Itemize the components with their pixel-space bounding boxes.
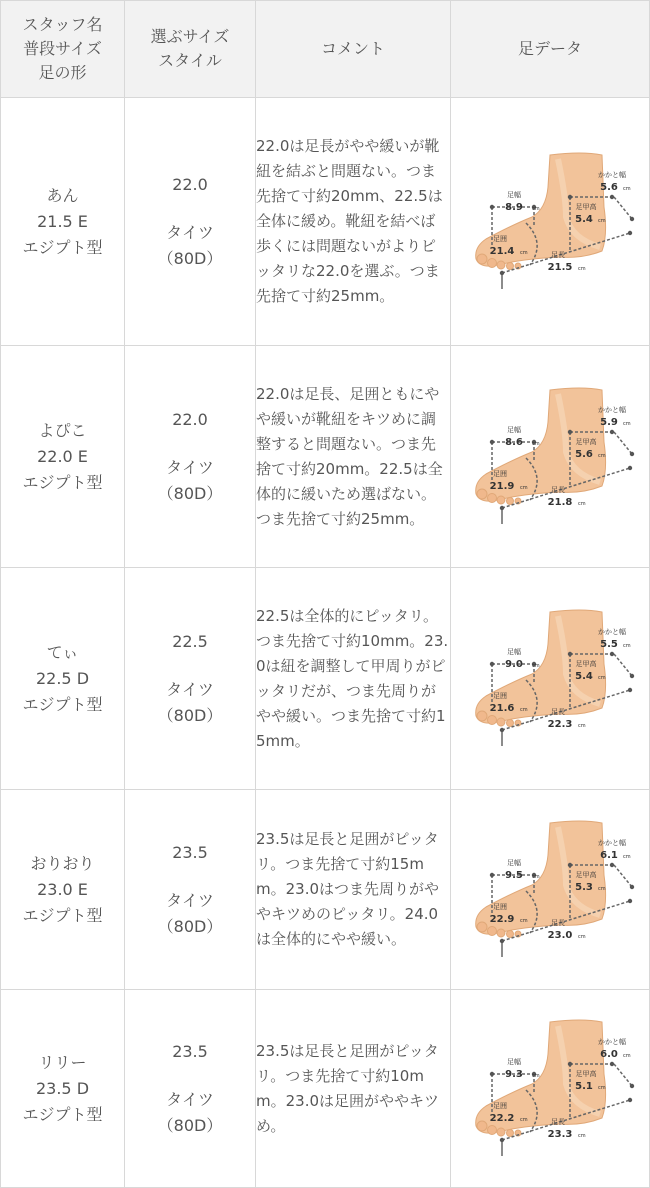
header-size (125, 1, 256, 98)
label-width: 足幅 (507, 858, 521, 867)
comment-cell (256, 790, 451, 990)
label-girth: 足囲 (493, 1101, 507, 1110)
value-length: 23.0 (547, 929, 573, 941)
usual-size: 23.0 E (37, 879, 88, 899)
header-size-line-1: 選ぶサイズ (150, 27, 230, 46)
table-row (1, 790, 650, 990)
unit-girth: cm (520, 917, 528, 924)
label-girth: 足囲 (493, 234, 507, 243)
header-staff (1, 1, 125, 98)
usual-size: 21.5 E (37, 211, 88, 231)
unit-girth: cm (520, 484, 528, 491)
foot-data-cell (451, 790, 650, 990)
label-girth: 足囲 (493, 902, 507, 911)
value-girth: 21.9 (489, 480, 515, 492)
foot-shape: エジプト型 (22, 1104, 103, 1124)
staff-name: てぃ (46, 642, 79, 662)
value-width: 9.5 (505, 869, 523, 881)
usual-size: 23.5 D (35, 1078, 90, 1098)
unit-width: cm (532, 205, 540, 212)
label-width: 足幅 (507, 647, 521, 656)
label-instep: 足甲高 (575, 870, 597, 879)
chosen-size: 23.5 (172, 842, 208, 862)
value-width: 9.0 (505, 658, 523, 670)
chosen-size: 22.5 (172, 631, 208, 651)
foot-data-cell (451, 990, 650, 1188)
comment-text: 23.5は足長と足囲がピッタリ。つま先捨て寸約15mm。23.0はつま先周りがややキツめのピッタリ。24.0は全体的にやや緩い。 (256, 830, 440, 948)
style-name: タイツ (166, 679, 214, 699)
value-width: 8.9 (505, 201, 523, 213)
value-heel: 6.1 (600, 849, 618, 861)
unit-instep: cm (598, 1084, 606, 1091)
usual-size: 22.5 D (35, 668, 90, 688)
unit-instep: cm (598, 674, 606, 681)
value-heel: 5.5 (600, 638, 618, 650)
foot-data-cell (451, 568, 650, 790)
label-heel: かかと幅 (598, 1037, 626, 1046)
unit-heel: cm (623, 420, 631, 427)
header-staff-line-2: 普段サイズ (23, 39, 102, 58)
table-row (1, 990, 650, 1188)
header-staff-line-3: 足の形 (38, 63, 87, 82)
label-heel: かかと幅 (598, 838, 626, 847)
unit-width: cm (532, 1072, 540, 1079)
unit-length: cm (578, 933, 586, 940)
style-name: タイツ (166, 1089, 214, 1109)
table-row (1, 568, 650, 790)
value-heel: 5.9 (600, 416, 618, 428)
size-cell (125, 990, 256, 1188)
style-name: タイツ (166, 222, 214, 242)
foot-diagram (462, 815, 638, 965)
comment-text: 23.5は足長と足囲がピッタリ。つま先捨て寸約10mm。23.0は足囲がややキツめ。 (256, 1041, 440, 1135)
value-girth: 22.2 (489, 1112, 515, 1124)
value-girth: 21.6 (489, 702, 515, 714)
label-length: 足長 (551, 485, 565, 494)
comment-text: 22.0は足長がやや緩いが靴紐を結ぶと問題ない。つま先捨て寸約20mm、22.5は全体に緩め。靴紐を結べば歩くには問題ないがよりピッタリな22.0を選ぶ。つま先捨て寸約25mm。 (256, 137, 443, 305)
comment-text: 22.5は全体的にピッタリ。つま先捨て寸約10mm。23.0は紐を調整して甲周りがピッタリだが、つま先周りがやや緩い。つま先捨て寸約15mm。 (256, 606, 449, 750)
unit-length: cm (578, 500, 586, 507)
unit-width: cm (532, 440, 540, 447)
style-denier: （80D） (157, 248, 223, 268)
style-name: タイツ (166, 457, 214, 477)
comment-cell (256, 346, 451, 568)
staff-cell (1, 790, 125, 990)
chosen-size: 22.0 (172, 409, 208, 429)
unit-heel: cm (623, 1052, 631, 1059)
label-width: 足幅 (507, 190, 521, 199)
header-staff-line-1: スタッフ名 (22, 15, 103, 34)
unit-instep: cm (598, 217, 606, 224)
size-cell (125, 568, 256, 790)
foot-data-cell (451, 346, 650, 568)
size-cell (125, 98, 256, 346)
unit-width: cm (532, 662, 540, 669)
label-instep: 足甲高 (575, 202, 597, 211)
label-length: 足長 (551, 1117, 565, 1126)
label-length: 足長 (551, 918, 565, 927)
value-heel: 6.0 (600, 1048, 618, 1060)
unit-heel: cm (623, 853, 631, 860)
foot-shape: エジプト型 (22, 237, 103, 257)
unit-instep: cm (598, 885, 606, 892)
style-denier: （80D） (157, 705, 223, 725)
header-row (1, 1, 650, 98)
comment-cell (256, 990, 451, 1188)
value-instep: 5.4 (575, 670, 593, 682)
unit-instep: cm (598, 452, 606, 459)
table-row (1, 346, 650, 568)
label-heel: かかと幅 (598, 627, 626, 636)
label-length: 足長 (551, 707, 565, 716)
header-size-line-2: スタイル (158, 51, 222, 70)
value-length: 21.8 (547, 496, 573, 508)
foot-shape: エジプト型 (22, 905, 103, 925)
size-cell (125, 790, 256, 990)
label-width: 足幅 (507, 1057, 521, 1066)
comment-text: 22.0は足長、足囲ともにやや緩いが靴紐をキツめに調整すると問題ない。つま先捨て寸約20mm。22.5は全体的に緩いため選ばない。つま先捨て寸約25mm。 (256, 384, 443, 528)
foot-diagram (462, 147, 638, 297)
unit-length: cm (578, 722, 586, 729)
value-instep: 5.6 (575, 448, 593, 460)
unit-girth: cm (520, 706, 528, 713)
value-girth: 21.4 (489, 245, 515, 257)
foot-diagram (462, 382, 638, 532)
staff-cell (1, 990, 125, 1188)
unit-girth: cm (520, 1116, 528, 1123)
label-girth: 足囲 (493, 691, 507, 700)
staff-name: リリー (38, 1052, 87, 1072)
value-length: 22.3 (547, 718, 573, 730)
foot-shape: エジプト型 (22, 694, 103, 714)
label-length: 足長 (551, 250, 565, 259)
table-row (1, 98, 650, 346)
unit-length: cm (578, 1132, 586, 1139)
label-girth: 足囲 (493, 469, 507, 478)
value-length: 23.3 (547, 1128, 573, 1140)
foot-diagram (462, 604, 638, 754)
style-name: タイツ (166, 890, 214, 910)
value-length: 21.5 (547, 261, 573, 273)
label-instep: 足甲高 (575, 437, 597, 446)
staff-name: おりおり (30, 853, 95, 873)
unit-length: cm (578, 265, 586, 272)
header-comment: コメント (256, 1, 451, 98)
style-denier: （80D） (157, 916, 223, 936)
unit-width: cm (532, 873, 540, 880)
unit-girth: cm (520, 249, 528, 256)
label-instep: 足甲高 (575, 1069, 597, 1078)
style-denier: （80D） (157, 483, 223, 503)
chosen-size: 23.5 (172, 1041, 208, 1061)
style-denier: （80D） (157, 1115, 223, 1135)
unit-heel: cm (623, 185, 631, 192)
comment-cell (256, 98, 451, 346)
label-heel: かかと幅 (598, 405, 626, 414)
value-width: 8.6 (505, 436, 523, 448)
header-foot: 足データ (451, 1, 650, 98)
label-instep: 足甲高 (575, 659, 597, 668)
value-instep: 5.4 (575, 213, 593, 225)
unit-heel: cm (623, 642, 631, 649)
foot-diagram (462, 1014, 638, 1164)
staff-cell (1, 98, 125, 346)
chosen-size: 22.0 (172, 174, 208, 194)
usual-size: 22.0 E (37, 446, 88, 466)
label-width: 足幅 (507, 425, 521, 434)
value-heel: 5.6 (600, 181, 618, 193)
foot-data-cell (451, 98, 650, 346)
value-instep: 5.1 (575, 1080, 593, 1092)
value-girth: 22.9 (489, 913, 515, 925)
staff-cell (1, 568, 125, 790)
foot-shape: エジプト型 (22, 472, 103, 492)
value-instep: 5.3 (575, 881, 593, 893)
size-cell (125, 346, 256, 568)
staff-name: よぴこ (38, 420, 87, 440)
staff-name: あん (46, 185, 79, 205)
staff-cell (1, 346, 125, 568)
value-width: 9.3 (505, 1068, 523, 1080)
label-heel: かかと幅 (598, 170, 626, 179)
comment-cell (256, 568, 451, 790)
